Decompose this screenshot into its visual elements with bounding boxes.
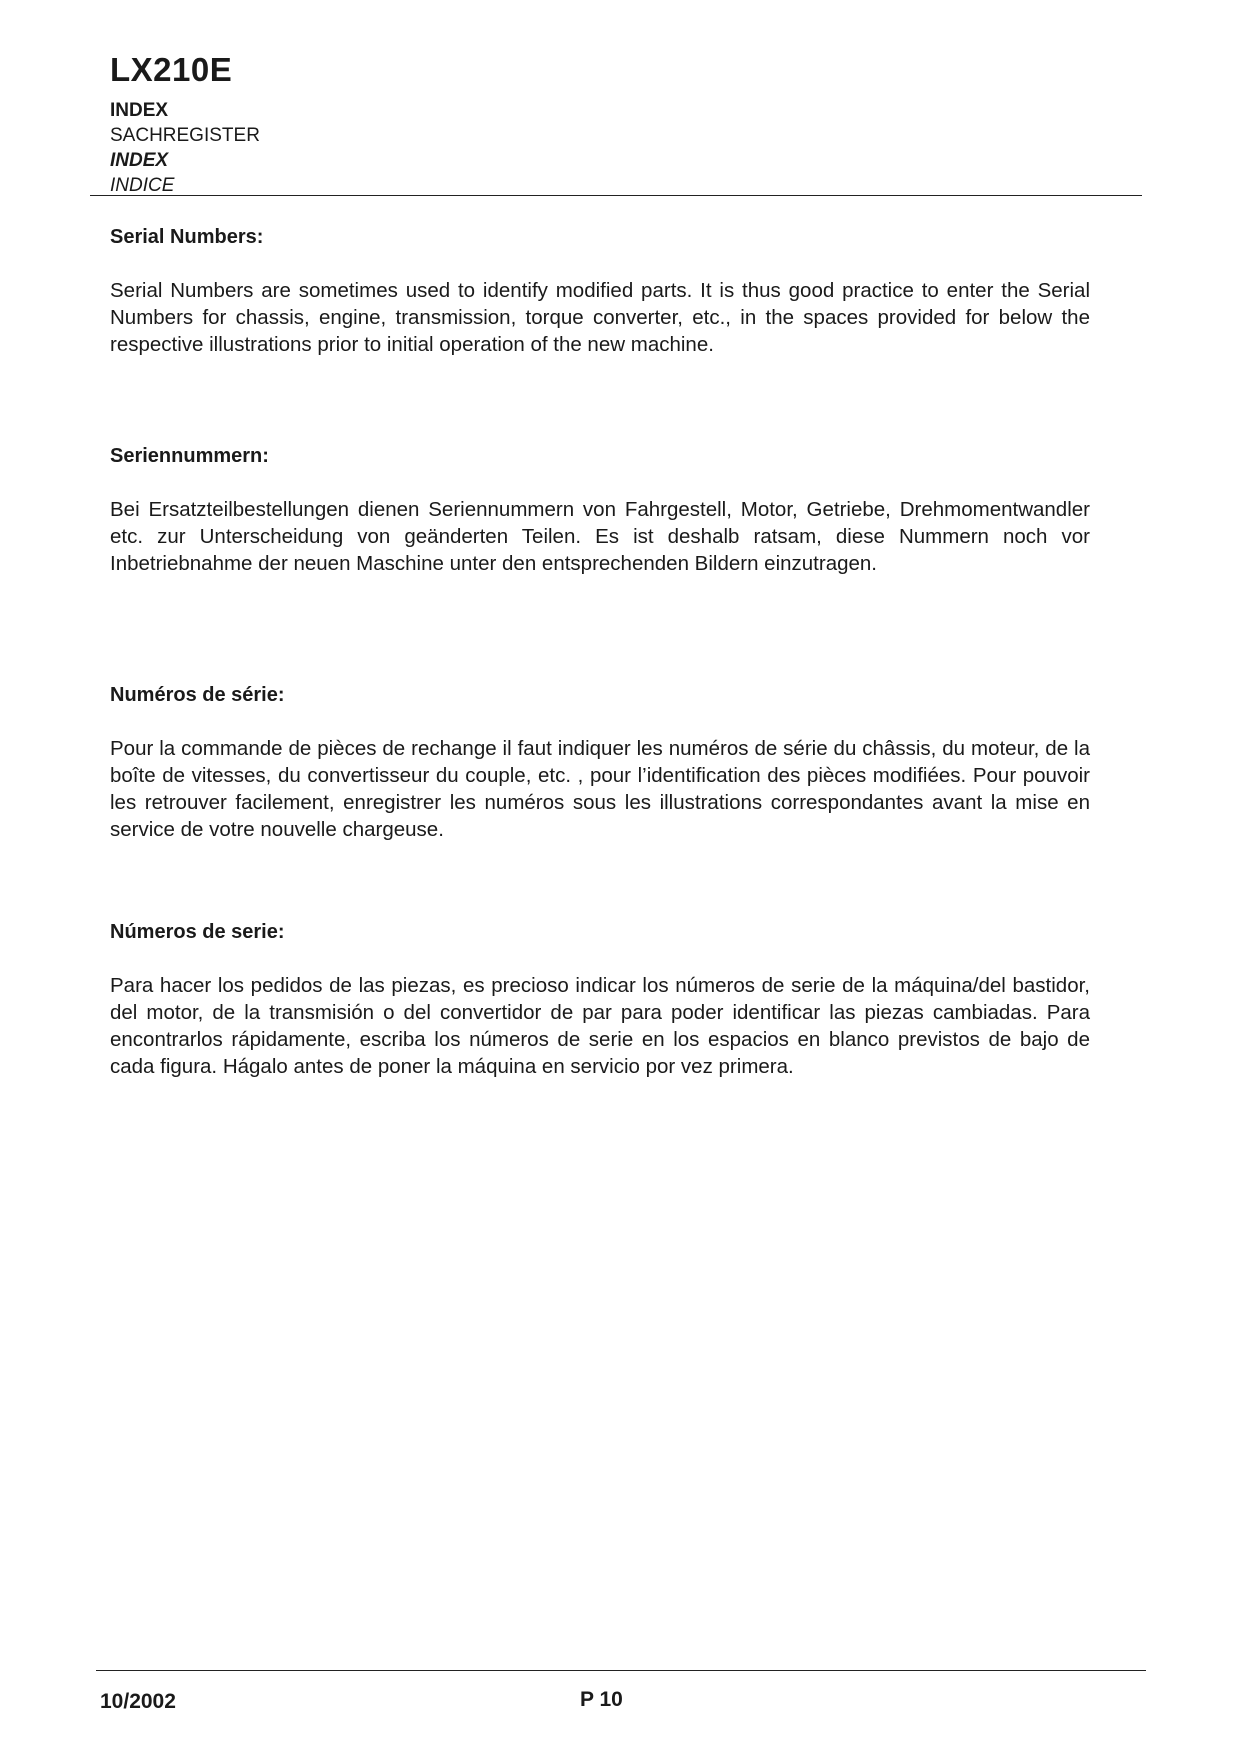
section-heading: Serial Numbers: — [110, 226, 264, 248]
footer-date: 10/2002 — [100, 1690, 176, 1713]
section-body: Pour la commande de pièces de rechange il faut indiquer les numéros de série du châssis, du moteur, de la boîte de vitesses, du convertisseur du couple, etc. , pour l’identification des pièces modifiées. Pour pouvoir les retrouver facilement, enregistrer les numéros sous les illustrations correspondantes avant la mise en service de votre nouvelle chargeuse. — [110, 737, 1090, 841]
index-label-es: INDICE — [110, 175, 175, 196]
section-english — [110, 224, 1090, 358]
index-label-en: INDEX — [110, 100, 169, 121]
index-label-fr: INDEX — [110, 150, 169, 171]
section-body: Serial Numbers are sometimes used to identify modified parts. It is thus good practice to enter the Serial Numbers for chassis, engine, transmission, torque converter, etc., in the spaces provided for below the respective illustrations prior to initial operation of the new machine. — [110, 279, 1090, 356]
section-body: Para hacer los pedidos de las piezas, es precioso indicar los números de serie de la máquina/del bastidor, del motor, de la transmisión o del convertidor de par para poder identificar las piezas cambiadas. Para encontrarlos rápidamente, escriba los números de serie en los espacios en blanco previstos de bajo de cada figura. Hágalo antes de poner la máquina en servicio por vez primera. — [110, 974, 1090, 1078]
index-label-de: SACHREGISTER — [110, 125, 260, 146]
header-divider — [90, 195, 1142, 196]
section-heading: Números de serie: — [110, 921, 285, 943]
section-french — [110, 682, 1090, 843]
section-heading: Numéros de série: — [110, 684, 285, 706]
section-spanish — [110, 919, 1090, 1080]
section-german — [110, 443, 1090, 577]
section-body: Bei Ersatzteilbestellungen dienen Seriennummern von Fahrgestell, Motor, Getriebe, Drehmomentwandler etc. zur Unterscheidung von geänderten Teilen. Es ist deshalb ratsam, diese Nummern noch vor Inbetriebnahme der neuen Maschine unter den entsprechenden Bildern einzutragen. — [110, 498, 1090, 575]
footer-divider — [96, 1670, 1146, 1671]
page-number: P 10 — [580, 1688, 623, 1711]
model-title: LX210E — [110, 51, 233, 88]
page-header — [110, 50, 710, 198]
section-heading: Seriennummern: — [110, 445, 269, 467]
